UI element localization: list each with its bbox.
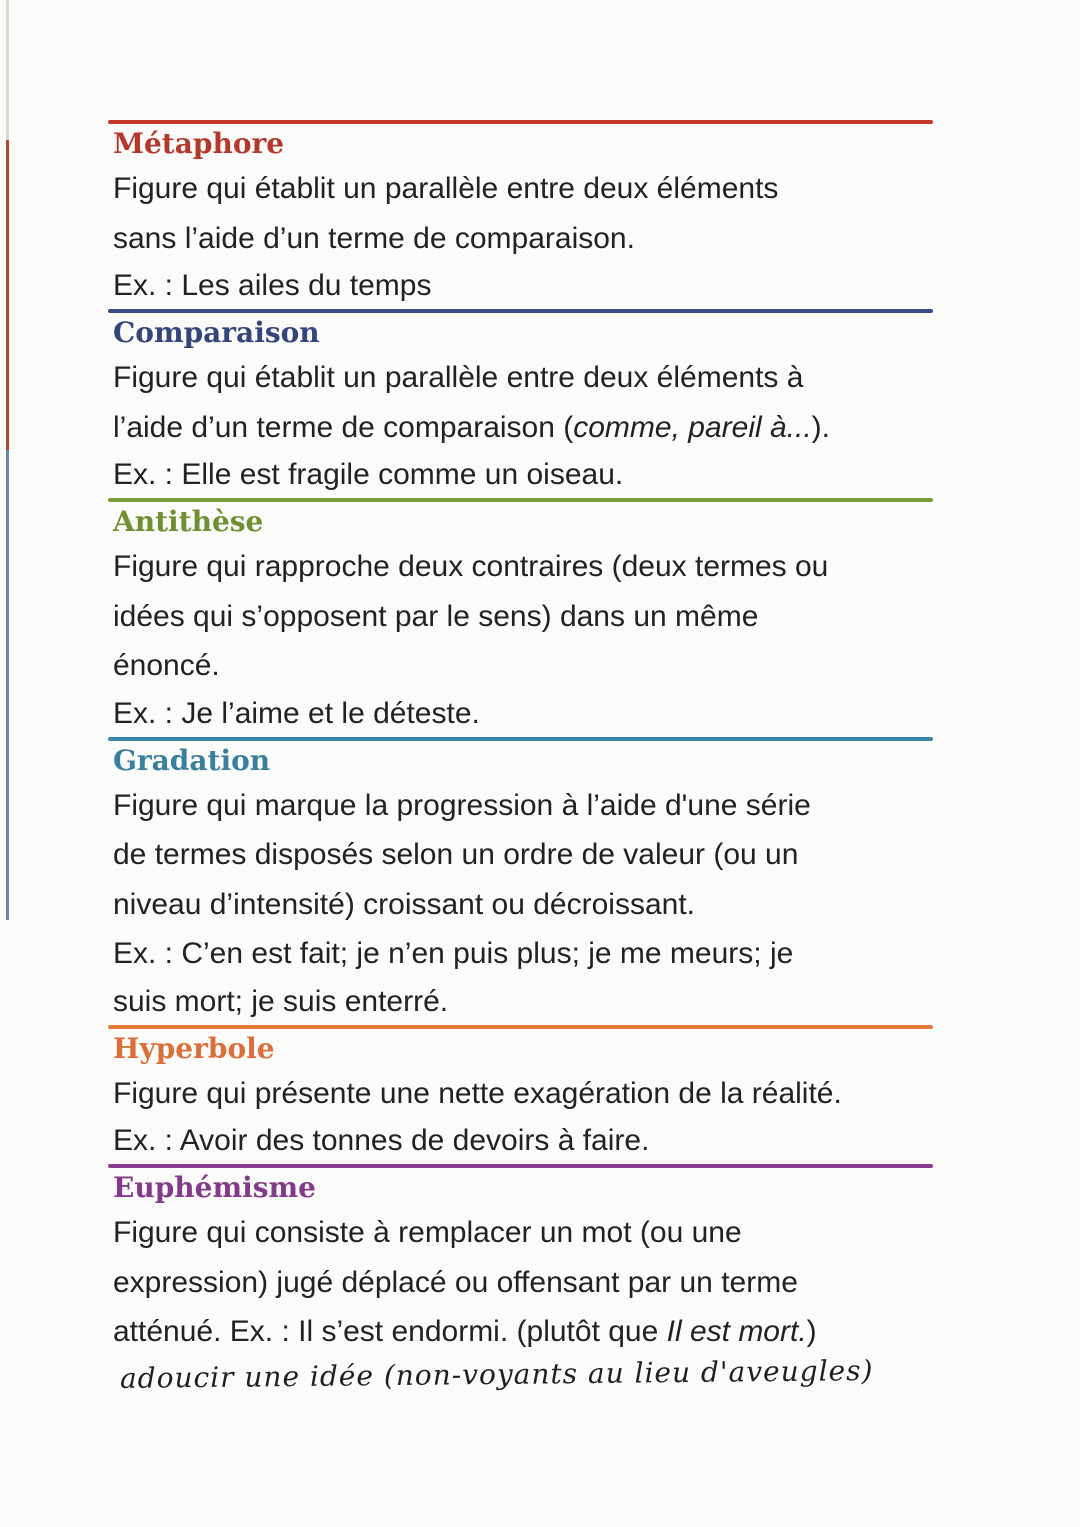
term-metaphore: Métaphore [113,127,285,160]
definition-line [108,403,933,453]
definition-line: de termes disposés selon un ordre de valeur (ou un [113,838,799,871]
example-line: Ex. : Avoir des tonnes de devoirs à faire. [113,1124,650,1157]
term-gradation: Gradation [113,743,271,777]
handwritten-note: adoucir une idée (non-voyants au lieu d'aveugles) [119,1353,874,1395]
definition-line: idées qui s’opposent par le sens) dans un même [113,599,759,633]
definition-line: Figure qui consiste à remplacer un mot (ou une [113,1216,742,1249]
definition-line: niveau d’intensité) croissant ou décroissant. [113,887,695,921]
section-metaphore [108,124,933,309]
term-euphemisme: Euphémisme [113,1171,316,1204]
example-italic: Il est mort. [666,1315,807,1348]
definition-text: atténué. Ex. : Il s’est endormi. (plutôt que [113,1315,667,1348]
term-comparaison: Comparaison [113,316,320,349]
figures-de-style-sheet [108,120,933,1401]
definition-line: Figure qui établit un parallèle entre deux éléments à [113,361,804,394]
example-line: Ex. : Je l’aime et le déteste. [113,696,480,730]
definition-text: ). [811,410,830,444]
connector-words: comme, pareil à... [573,410,812,444]
definition-line: Figure qui marque la progression à l’aide d'une série [113,788,811,822]
page-edge-red [6,140,9,450]
example-line: suis mort; je suis enterré. [113,984,449,1018]
section-hyperbole [108,1029,933,1165]
definition-line: Figure qui rapproche deux contraires (deux termes ou [113,550,829,583]
example-line: Ex. : Les ailes du temps [113,269,432,302]
example-line: Ex. : C’en est fait; je n’en puis plus; je me meurs; je [113,937,794,970]
definition-line: énoncé. [113,649,220,682]
definition-line: sans l’aide d’un terme de comparaison. [113,221,635,255]
definition-line: Figure qui établit un parallèle entre deux éléments [113,172,779,205]
section-antithese [108,502,933,737]
section-gradation [108,741,933,1025]
definition-text: l’aide d’un terme de comparaison ( [113,410,574,444]
term-hyperbole: Hyperbole [113,1031,275,1065]
definition-line: Figure qui présente une nette exagération de la réalité. [113,1076,842,1110]
term-antithese: Antithèse [113,505,264,538]
definition-line: expression) jugé déplacé ou offensant par un terme [113,1265,798,1299]
section-comparaison [108,313,933,498]
section-euphemisme [108,1168,933,1401]
page-edge-top [6,0,9,140]
page-edge-blue [6,450,9,920]
definition-text: ) [806,1315,817,1348]
example-line: Ex. : Elle est fragile comme un oiseau. [113,458,624,491]
